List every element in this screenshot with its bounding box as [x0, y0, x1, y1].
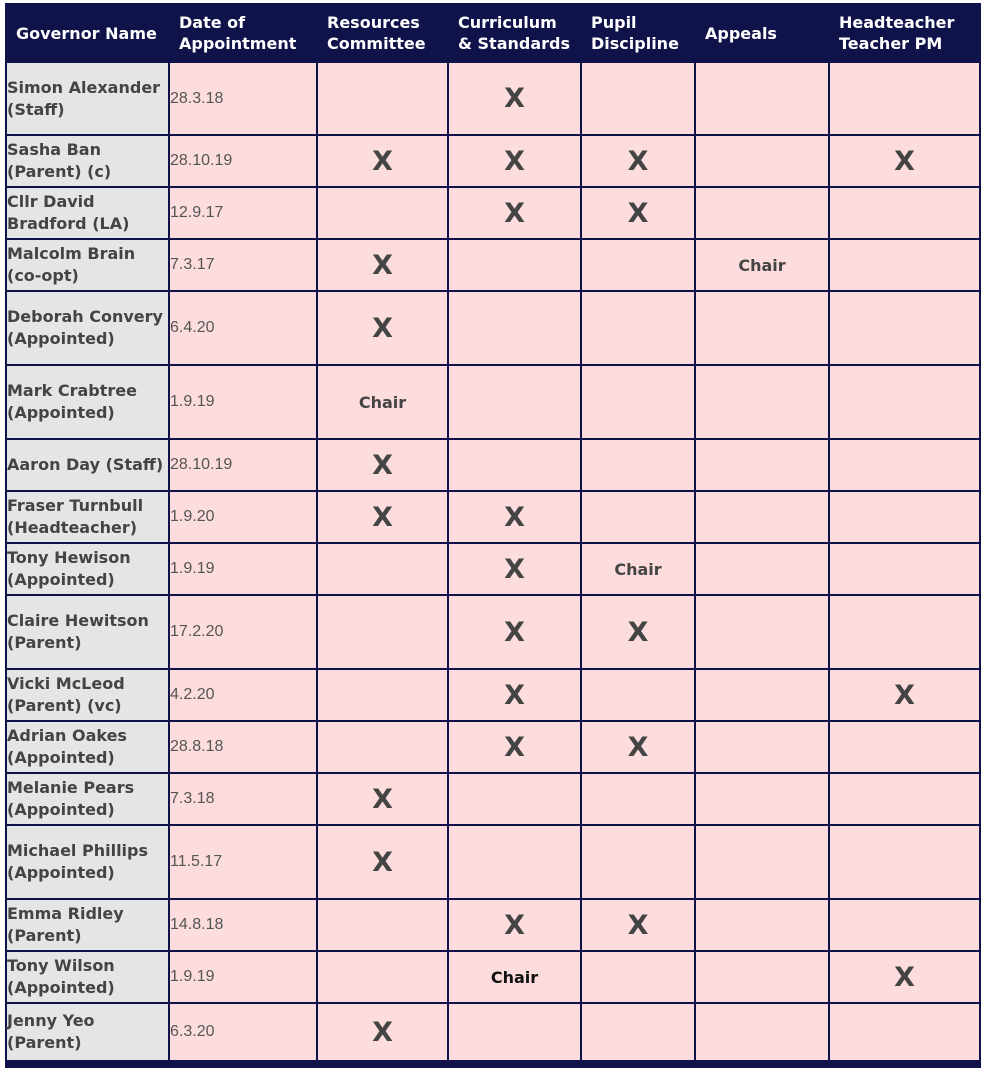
empty-cell: [317, 899, 448, 951]
governor-name: Melanie Pears (Appointed): [6, 773, 169, 825]
governor-name: Sasha Ban (Parent) (c): [6, 135, 169, 187]
membership-mark: X: [581, 899, 695, 951]
header-headteacher-pm: Headteacher Teacher PM: [829, 4, 980, 62]
membership-mark: X: [448, 62, 581, 135]
empty-cell: [448, 773, 581, 825]
governors-table: [5, 3, 981, 1068]
governor-name: Emma Ridley (Parent): [6, 899, 169, 951]
empty-cell: [695, 669, 829, 721]
empty-cell: [317, 951, 448, 1003]
table-footer-bar: [6, 1061, 980, 1067]
empty-cell: [581, 239, 695, 291]
empty-cell: [695, 1003, 829, 1061]
governor-name: Jenny Yeo (Parent): [6, 1003, 169, 1061]
header-resources-committee: Resources Committee: [317, 4, 448, 62]
empty-cell: [829, 595, 980, 669]
table-row: [6, 825, 980, 899]
empty-cell: [829, 291, 980, 365]
governor-name: Tony Wilson (Appointed): [6, 951, 169, 1003]
empty-cell: [695, 491, 829, 543]
empty-cell: [448, 825, 581, 899]
empty-cell: [581, 291, 695, 365]
empty-cell: [581, 773, 695, 825]
table-row: [6, 439, 980, 491]
table-row: [6, 669, 980, 721]
membership-mark: X: [317, 291, 448, 365]
empty-cell: [317, 187, 448, 239]
empty-cell: [695, 439, 829, 491]
appointment-date: 7.3.17: [169, 239, 317, 291]
empty-cell: [829, 187, 980, 239]
table-row: [6, 365, 980, 439]
empty-cell: [695, 62, 829, 135]
table-row: [6, 773, 980, 825]
header-governor-name: Governor Name: [6, 4, 169, 62]
membership-mark: X: [581, 721, 695, 773]
header-appeals: Appeals: [695, 4, 829, 62]
chair-mark: Chair: [448, 951, 581, 1003]
appointment-date: 28.10.19: [169, 439, 317, 491]
empty-cell: [448, 365, 581, 439]
membership-mark: X: [317, 1003, 448, 1061]
table-row: [6, 239, 980, 291]
empty-cell: [581, 1003, 695, 1061]
header-curriculum-standards: Curriculum & Standards: [448, 4, 581, 62]
empty-cell: [581, 491, 695, 543]
governor-name: Tony Hewison (Appointed): [6, 543, 169, 595]
header-date-of-appointment: Date of Appointment: [169, 4, 317, 62]
membership-mark: X: [317, 135, 448, 187]
empty-cell: [695, 187, 829, 239]
empty-cell: [829, 773, 980, 825]
table-row: [6, 951, 980, 1003]
table-row: [6, 899, 980, 951]
empty-cell: [317, 595, 448, 669]
appointment-date: 1.9.19: [169, 543, 317, 595]
governor-name: Cllr David Bradford (LA): [6, 187, 169, 239]
empty-cell: [695, 291, 829, 365]
membership-mark: X: [317, 773, 448, 825]
empty-cell: [581, 439, 695, 491]
empty-cell: [695, 365, 829, 439]
membership-mark: X: [829, 951, 980, 1003]
governor-name: Simon Alexander (Staff): [6, 62, 169, 135]
membership-mark: X: [317, 491, 448, 543]
empty-cell: [829, 365, 980, 439]
membership-mark: X: [829, 669, 980, 721]
appointment-date: 28.3.18: [169, 62, 317, 135]
empty-cell: [829, 62, 980, 135]
appointment-date: 1.9.19: [169, 951, 317, 1003]
governor-name: Mark Crabtree (Appointed): [6, 365, 169, 439]
membership-mark: X: [448, 669, 581, 721]
governor-name: Fraser Turnbull (Headteacher): [6, 491, 169, 543]
empty-cell: [317, 62, 448, 135]
appointment-date: 28.10.19: [169, 135, 317, 187]
governor-name: Michael Phillips (Appointed): [6, 825, 169, 899]
governor-name: Vicki McLeod (Parent) (vc): [6, 669, 169, 721]
header-pupil-discipline: Pupil Discipline: [581, 4, 695, 62]
membership-mark: X: [448, 721, 581, 773]
governor-name: Malcolm Brain (co-opt): [6, 239, 169, 291]
empty-cell: [581, 669, 695, 721]
empty-cell: [581, 62, 695, 135]
empty-cell: [829, 439, 980, 491]
empty-cell: [448, 439, 581, 491]
table-row: [6, 291, 980, 365]
appointment-date: 12.9.17: [169, 187, 317, 239]
membership-mark: X: [448, 899, 581, 951]
header-row: [6, 4, 980, 62]
membership-mark: X: [317, 439, 448, 491]
empty-cell: [317, 543, 448, 595]
chair-mark: Chair: [581, 543, 695, 595]
empty-cell: [448, 291, 581, 365]
membership-mark: X: [448, 187, 581, 239]
table-row: [6, 1003, 980, 1061]
empty-cell: [829, 825, 980, 899]
membership-mark: X: [581, 135, 695, 187]
governor-name: Adrian Oakes (Appointed): [6, 721, 169, 773]
appointment-date: 6.4.20: [169, 291, 317, 365]
membership-mark: X: [448, 491, 581, 543]
membership-mark: X: [317, 239, 448, 291]
table-row: [6, 543, 980, 595]
empty-cell: [695, 951, 829, 1003]
empty-cell: [829, 1003, 980, 1061]
empty-cell: [448, 1003, 581, 1061]
appointment-date: 6.3.20: [169, 1003, 317, 1061]
chair-mark: Chair: [695, 239, 829, 291]
membership-mark: X: [448, 543, 581, 595]
empty-cell: [829, 543, 980, 595]
empty-cell: [581, 365, 695, 439]
table-row: [6, 62, 980, 135]
empty-cell: [829, 721, 980, 773]
empty-cell: [695, 135, 829, 187]
appointment-date: 28.8.18: [169, 721, 317, 773]
appointment-date: 7.3.18: [169, 773, 317, 825]
empty-cell: [581, 825, 695, 899]
appointment-date: 1.9.20: [169, 491, 317, 543]
table-row: [6, 135, 980, 187]
empty-cell: [695, 825, 829, 899]
empty-cell: [317, 721, 448, 773]
table-row: [6, 721, 980, 773]
governor-name: Aaron Day (Staff): [6, 439, 169, 491]
empty-cell: [829, 899, 980, 951]
appointment-date: 1.9.19: [169, 365, 317, 439]
empty-cell: [829, 491, 980, 543]
empty-cell: [695, 899, 829, 951]
empty-cell: [581, 951, 695, 1003]
empty-cell: [317, 669, 448, 721]
chair-mark: Chair: [317, 365, 448, 439]
appointment-date: 11.5.17: [169, 825, 317, 899]
table-row: [6, 491, 980, 543]
empty-cell: [695, 595, 829, 669]
empty-cell: [448, 239, 581, 291]
appointment-date: 17.2.20: [169, 595, 317, 669]
governor-name: Claire Hewitson (Parent): [6, 595, 169, 669]
appointment-date: 4.2.20: [169, 669, 317, 721]
governor-name: Deborah Convery (Appointed): [6, 291, 169, 365]
empty-cell: [695, 543, 829, 595]
table-row: [6, 595, 980, 669]
membership-mark: X: [581, 595, 695, 669]
table-row: [6, 187, 980, 239]
membership-mark: X: [448, 135, 581, 187]
empty-cell: [695, 721, 829, 773]
membership-mark: X: [829, 135, 980, 187]
membership-mark: X: [317, 825, 448, 899]
membership-mark: X: [581, 187, 695, 239]
appointment-date: 14.8.18: [169, 899, 317, 951]
empty-cell: [695, 773, 829, 825]
empty-cell: [829, 239, 980, 291]
membership-mark: X: [448, 595, 581, 669]
